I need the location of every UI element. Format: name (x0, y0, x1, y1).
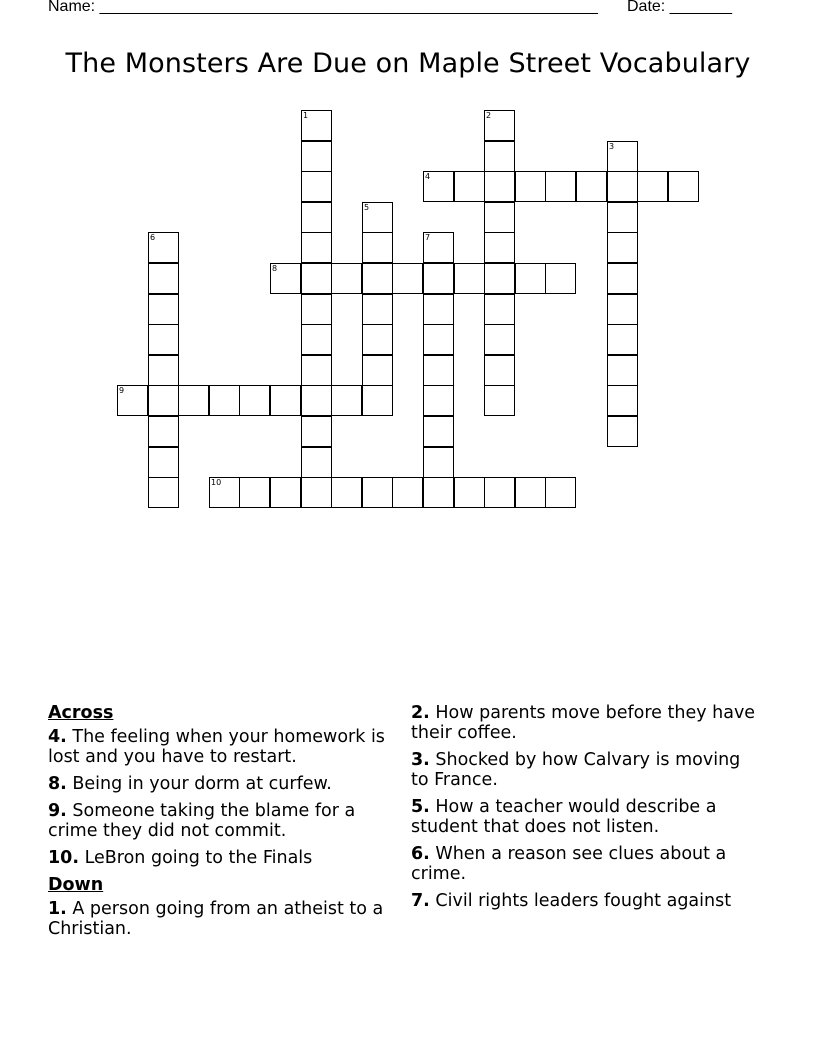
grid-cell[interactable] (301, 171, 332, 202)
grid-cell[interactable] (423, 477, 454, 508)
grid-cell[interactable] (301, 324, 332, 355)
grid-cell[interactable] (607, 355, 638, 386)
clue-number-1: 1 (303, 111, 309, 120)
grid-cell[interactable] (515, 171, 546, 202)
grid-cell[interactable] (148, 416, 179, 447)
grid-cell[interactable] (301, 447, 332, 478)
grid-cell[interactable] (607, 324, 638, 355)
grid-cell[interactable] (362, 232, 393, 263)
across-heading: Across (48, 703, 114, 723)
grid-cell[interactable] (423, 171, 454, 202)
clue-number-6: 6 (150, 233, 156, 242)
grid-cell[interactable] (148, 263, 179, 294)
grid-cell[interactable] (209, 477, 240, 508)
grid-cell[interactable] (454, 477, 485, 508)
page-title: The Monsters Are Due on Maple Street Vocabulary (65, 48, 751, 79)
grid-cell[interactable] (484, 263, 515, 294)
grid-cell[interactable] (148, 355, 179, 386)
grid-cell[interactable] (423, 294, 454, 325)
grid-cell[interactable] (484, 324, 515, 355)
grid-cell[interactable] (270, 263, 301, 294)
grid-cell[interactable] (301, 110, 332, 141)
down-heading: Down (48, 875, 104, 895)
grid-cell[interactable] (607, 416, 638, 447)
grid-cell[interactable] (392, 477, 423, 508)
grid-cell[interactable] (117, 385, 148, 416)
date-field-label: Date: _______ (627, 0, 732, 15)
grid-cell[interactable] (454, 263, 485, 294)
grid-cell[interactable] (301, 232, 332, 263)
grid-cell[interactable] (576, 171, 607, 202)
grid-cell[interactable] (362, 385, 393, 416)
clue-number-5: 5 (364, 203, 370, 212)
grid-cell[interactable] (607, 141, 638, 172)
grid-cell[interactable] (301, 355, 332, 386)
grid-cell[interactable] (331, 385, 362, 416)
clue-number-4: 4 (425, 172, 431, 181)
clue-down-3: 3. Shocked by how Calvary is moving to France. (411, 750, 741, 790)
clue-down-7: 7. Civil rights leaders fought against (411, 891, 732, 911)
grid-cell[interactable] (301, 416, 332, 447)
grid-cell[interactable] (545, 263, 576, 294)
clue-across-4: 4. The feeling when your homework is lost and you have to restart. (48, 727, 385, 767)
clue-number-10: 10 (211, 478, 222, 487)
grid-cell[interactable] (362, 324, 393, 355)
clue-number-7: 7 (425, 233, 431, 242)
grid-cell[interactable] (270, 477, 301, 508)
clue-number-9: 9 (119, 386, 125, 395)
grid-cell[interactable] (607, 171, 638, 202)
clue-across-10: 10. LeBron going to the Finals (48, 848, 313, 868)
grid-cell[interactable] (484, 232, 515, 263)
grid-cell[interactable] (331, 263, 362, 294)
grid-cell[interactable] (423, 232, 454, 263)
grid-cell[interactable] (148, 232, 179, 263)
grid-cell[interactable] (362, 355, 393, 386)
clues-right-column (411, 703, 756, 918)
grid-cell[interactable] (545, 171, 576, 202)
grid-cell[interactable] (607, 385, 638, 416)
clues-left-column (48, 703, 393, 946)
grid-cell[interactable] (515, 263, 546, 294)
grid-cell[interactable] (362, 263, 393, 294)
name-field-label: Name: ________________________________________________________ (48, 0, 598, 15)
grid-cell[interactable] (178, 385, 209, 416)
grid-cell[interactable] (148, 385, 179, 416)
grid-cell[interactable] (484, 171, 515, 202)
grid-cell[interactable] (515, 477, 546, 508)
grid-cell[interactable] (423, 447, 454, 478)
grid-cell[interactable] (423, 416, 454, 447)
grid-cell[interactable] (607, 263, 638, 294)
grid-cell[interactable] (423, 355, 454, 386)
grid-cell[interactable] (607, 202, 638, 233)
grid-cell[interactable] (301, 385, 332, 416)
grid-cell[interactable] (301, 477, 332, 508)
grid-cell[interactable] (545, 477, 576, 508)
grid-cell[interactable] (148, 477, 179, 508)
grid-cell[interactable] (423, 324, 454, 355)
grid-cell[interactable] (668, 171, 699, 202)
grid-cell[interactable] (301, 263, 332, 294)
grid-cell[interactable] (423, 263, 454, 294)
grid-cell[interactable] (484, 141, 515, 172)
grid-cell[interactable] (148, 447, 179, 478)
grid-cell[interactable] (423, 385, 454, 416)
clue-across-9: 9. Someone taking the blame for a crime they did not commit. (48, 801, 356, 841)
grid-cell[interactable] (331, 477, 362, 508)
grid-cell[interactable] (362, 294, 393, 325)
clue-down-2: 2. How parents move before they have their coffee. (411, 703, 756, 743)
grid-cell[interactable] (484, 110, 515, 141)
grid-cell[interactable] (148, 294, 179, 325)
grid-cell[interactable] (301, 294, 332, 325)
grid-cell[interactable] (392, 263, 423, 294)
grid-cell[interactable] (484, 477, 515, 508)
grid-cell[interactable] (301, 202, 332, 233)
grid-cell[interactable] (239, 477, 270, 508)
clue-down-5: 5. How a teacher would describe a student that does not listen. (411, 797, 717, 837)
grid-cell[interactable] (239, 385, 270, 416)
clue-number-3: 3 (609, 142, 615, 151)
grid-cell[interactable] (484, 385, 515, 416)
clue-across-8: 8. Being in your dorm at curfew. (48, 774, 332, 794)
grid-cell[interactable] (454, 171, 485, 202)
clue-down-6: 6. When a reason see clues about a crime. (411, 844, 727, 884)
grid-cell[interactable] (637, 171, 668, 202)
grid-cell[interactable] (148, 324, 179, 355)
grid-cell[interactable] (484, 202, 515, 233)
grid-cell[interactable] (362, 202, 393, 233)
grid-cell[interactable] (362, 477, 393, 508)
clue-down-1: 1. A person going from an atheist to a Christian. (48, 899, 384, 939)
clue-number-8: 8 (272, 264, 278, 273)
grid-cell[interactable] (607, 294, 638, 325)
clue-number-2: 2 (486, 111, 492, 120)
grid-cell[interactable] (484, 294, 515, 325)
grid-cell[interactable] (607, 232, 638, 263)
grid-cell[interactable] (301, 141, 332, 172)
grid-cell[interactable] (484, 355, 515, 386)
grid-cell[interactable] (270, 385, 301, 416)
grid-cell[interactable] (209, 385, 240, 416)
